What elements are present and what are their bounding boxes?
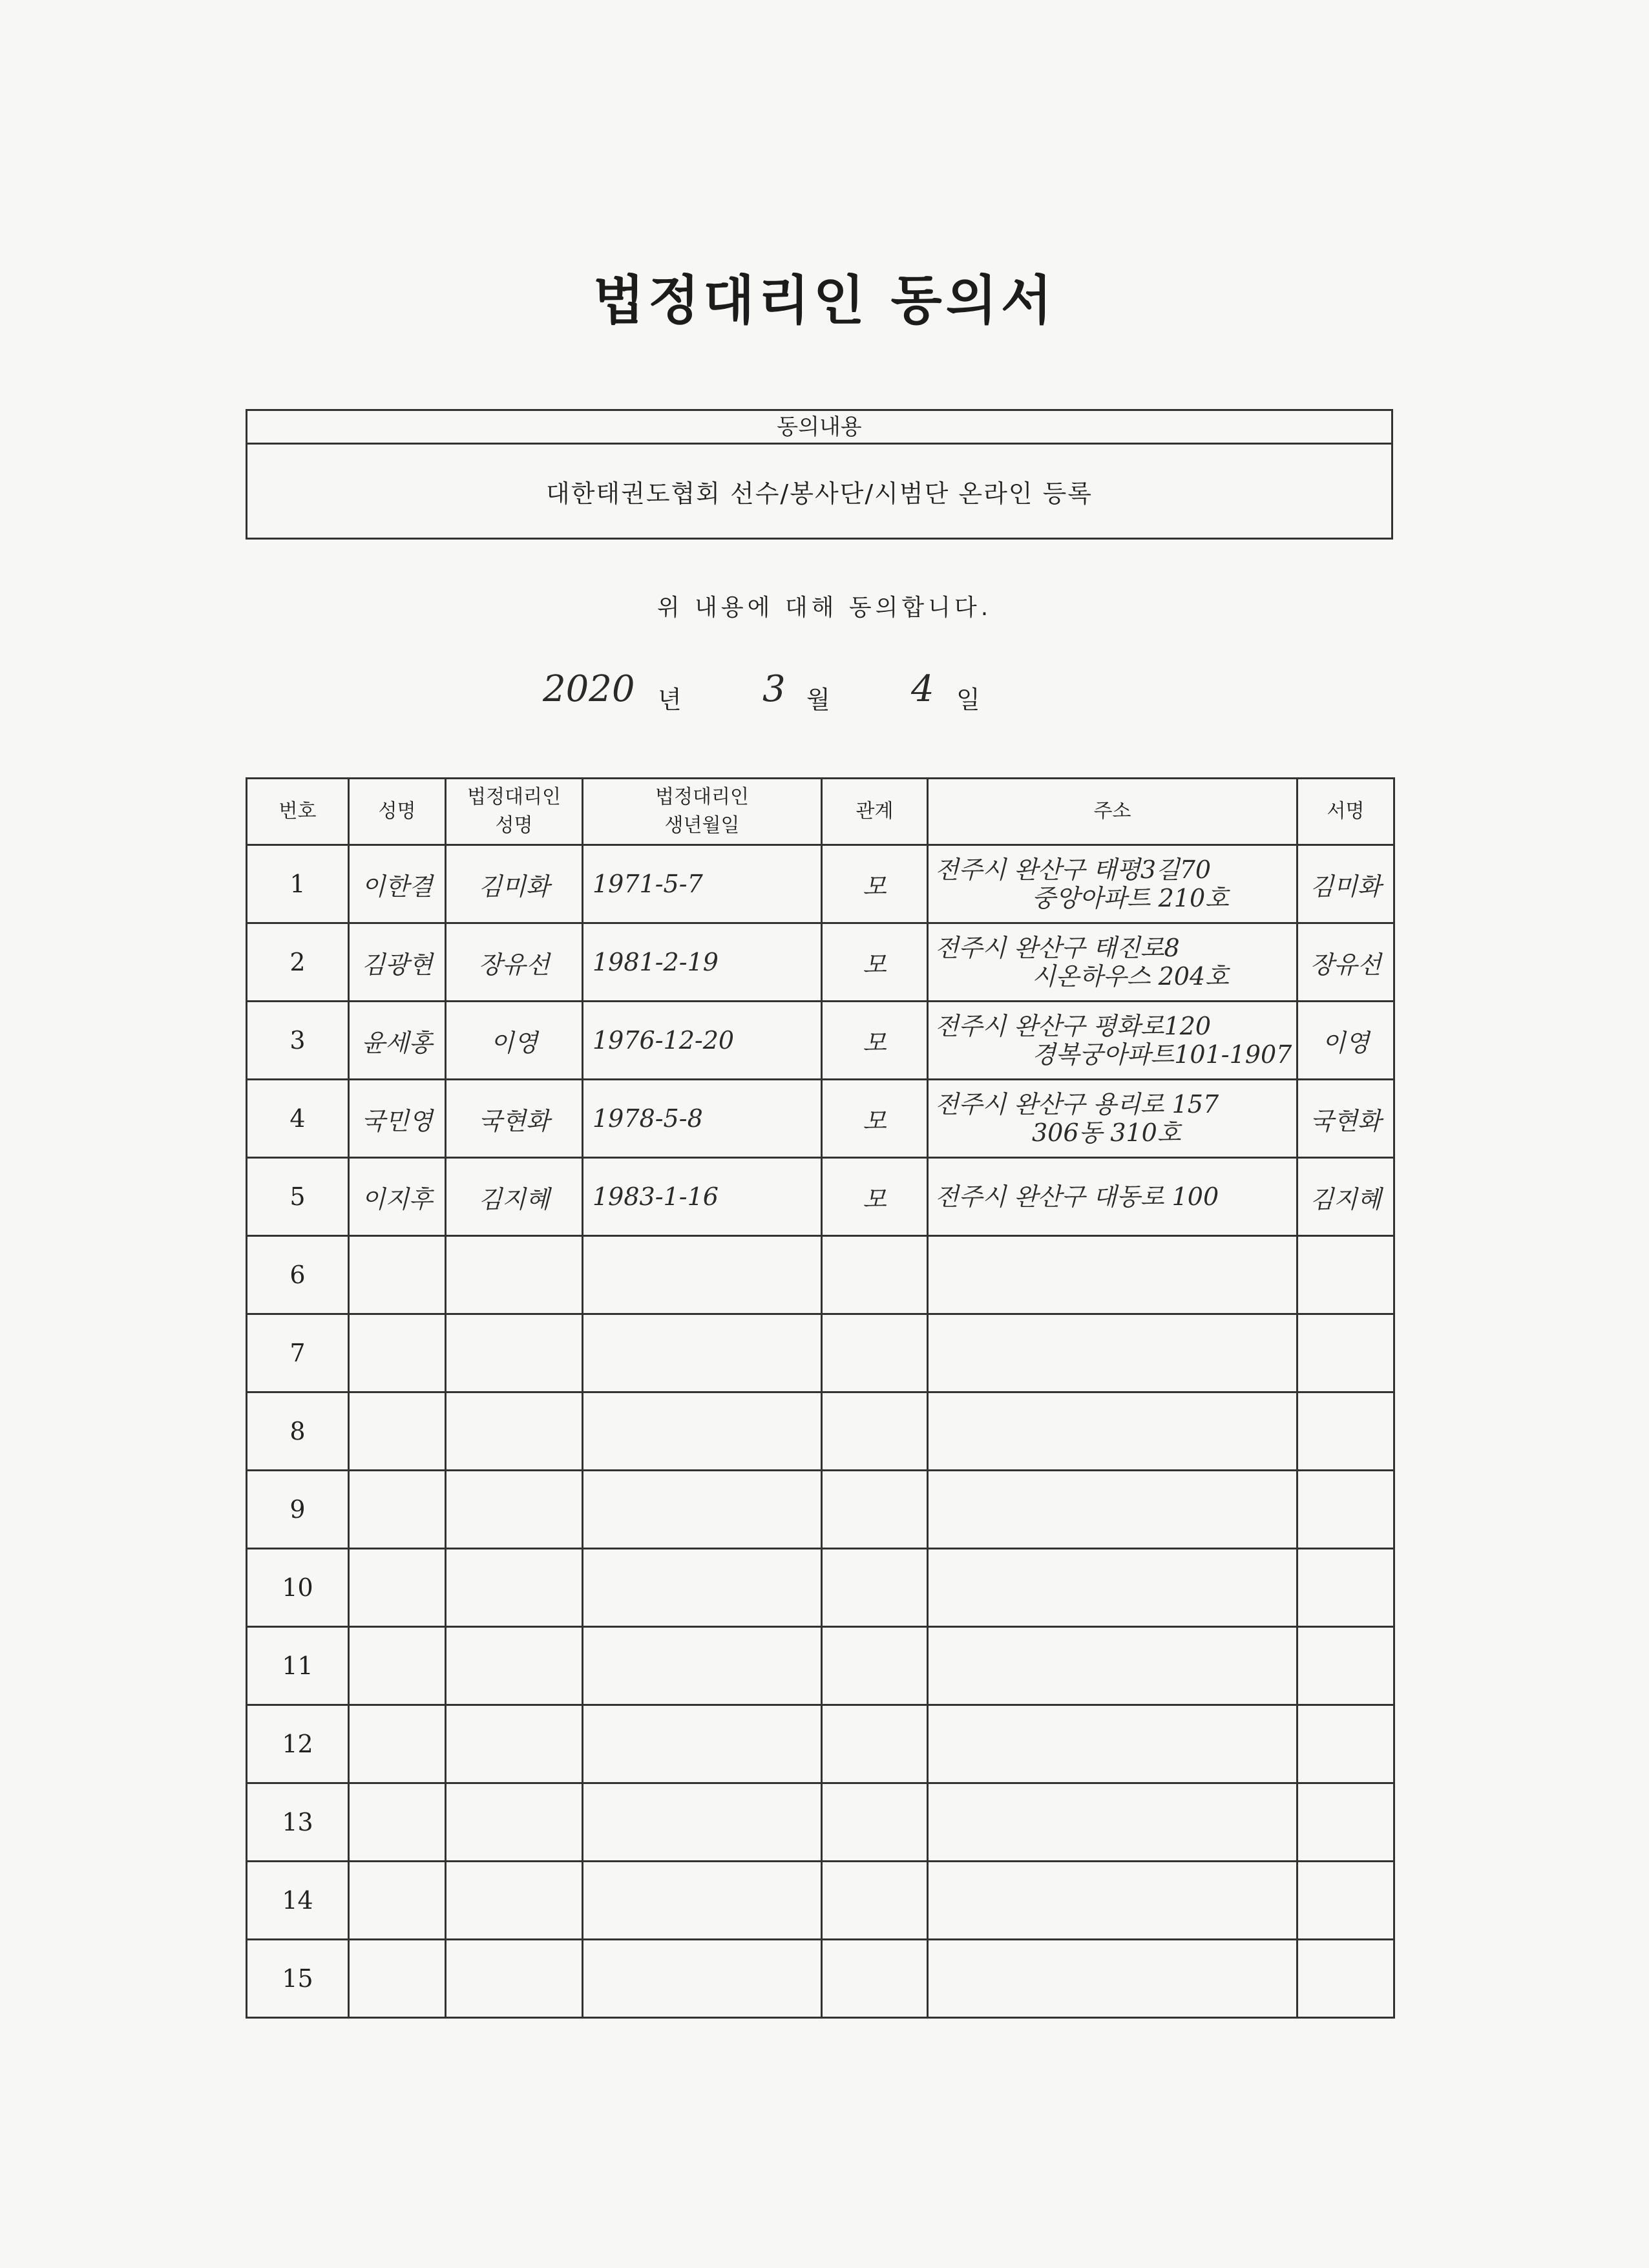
guardian-name: 이영 — [446, 1002, 583, 1080]
row-number: 4 — [247, 1080, 349, 1158]
student-name — [349, 1236, 446, 1314]
student-name — [349, 1392, 446, 1471]
relation: 모 — [822, 845, 928, 923]
relation — [822, 1471, 928, 1549]
guardian-birthdate: 1981-2-19 — [583, 923, 822, 1002]
address — [928, 923, 1297, 1002]
table-row — [247, 1783, 1394, 1862]
registration-table — [246, 777, 1395, 2019]
guardian-birthdate — [583, 1783, 822, 1862]
guardian-birthdate — [583, 1392, 822, 1471]
table-row — [247, 1158, 1394, 1236]
address — [928, 1549, 1297, 1627]
student-name — [349, 1940, 446, 2018]
date-month-label: 월 — [806, 686, 830, 714]
address — [928, 1236, 1297, 1314]
address — [928, 1627, 1297, 1705]
header-no: 번호 — [247, 779, 349, 845]
relation — [822, 1940, 928, 2018]
header-guardian-name-line1: 법정대리인 — [467, 786, 561, 808]
address-line1: 전주시 완산구 용리로 157 — [935, 1090, 1219, 1118]
relation — [822, 1705, 928, 1783]
address — [928, 1862, 1297, 1940]
header-signature: 서명 — [1297, 779, 1394, 845]
row-number: 12 — [247, 1705, 349, 1783]
student-name — [349, 1705, 446, 1783]
signature: 이영 — [1297, 1002, 1394, 1080]
guardian-name — [446, 1392, 583, 1471]
table-row — [247, 1236, 1394, 1314]
guardian-birthdate: 1983-1-16 — [583, 1158, 822, 1236]
row-number: 5 — [247, 1158, 349, 1236]
table-row — [247, 845, 1394, 923]
guardian-birthdate: 1978-5-8 — [583, 1080, 822, 1158]
relation — [822, 1392, 928, 1471]
header-guardian-birth — [583, 779, 822, 845]
date-month: 3 — [762, 668, 786, 710]
address — [928, 1080, 1297, 1158]
row-number: 8 — [247, 1392, 349, 1471]
student-name: 윤세홍 — [349, 1002, 446, 1080]
table-row — [247, 1549, 1394, 1627]
guardian-name: 국현화 — [446, 1080, 583, 1158]
table-row — [247, 1940, 1394, 2018]
row-number: 14 — [247, 1862, 349, 1940]
address — [928, 1314, 1297, 1392]
guardian-name — [446, 1940, 583, 2018]
signature — [1297, 1862, 1394, 1940]
guardian-name — [446, 1471, 583, 1549]
student-name — [349, 1862, 446, 1940]
relation: 모 — [822, 1158, 928, 1236]
table-row — [247, 1862, 1394, 1940]
signature — [1297, 1236, 1394, 1314]
guardian-name — [446, 1314, 583, 1392]
agree-statement: 위 내용에 대해 동의합니다. — [656, 594, 993, 621]
relation — [822, 1314, 928, 1392]
relation — [822, 1549, 928, 1627]
address — [928, 1158, 1297, 1236]
table-row — [247, 1314, 1394, 1392]
guardian-birthdate — [583, 1471, 822, 1549]
table-row — [247, 1080, 1394, 1158]
date-year-label: 년 — [658, 686, 682, 714]
guardian-name: 김미화 — [446, 845, 583, 923]
relation — [822, 1783, 928, 1862]
guardian-birthdate: 1971-5-7 — [583, 845, 822, 923]
header-relation: 관계 — [822, 779, 928, 845]
address-line1: 전주시 완산구 평화로120 — [935, 1012, 1212, 1040]
row-number: 9 — [247, 1471, 349, 1549]
address-line1: 전주시 완산구 태진로8 — [935, 934, 1180, 962]
header-guardian-birth-line1: 법정대리인 — [655, 786, 749, 808]
guardian-birthdate — [583, 1236, 822, 1314]
guardian-birthdate — [583, 1627, 822, 1705]
relation: 모 — [822, 1002, 928, 1080]
guardian-name — [446, 1862, 583, 1940]
header-guardian-name — [446, 779, 583, 845]
signature — [1297, 1471, 1394, 1549]
row-number: 6 — [247, 1236, 349, 1314]
address-line2: 경복궁아파트101-1907 — [1032, 1040, 1292, 1069]
row-number: 2 — [247, 923, 349, 1002]
address-line1: 전주시 완산구 대동로 100 — [935, 1182, 1219, 1211]
student-name — [349, 1471, 446, 1549]
row-number: 11 — [247, 1627, 349, 1705]
guardian-name — [446, 1783, 583, 1862]
header-address: 주소 — [928, 779, 1297, 845]
signature — [1297, 1940, 1394, 2018]
row-number: 10 — [247, 1549, 349, 1627]
address — [928, 1783, 1297, 1862]
signature — [1297, 1627, 1394, 1705]
address — [928, 1940, 1297, 2018]
relation — [822, 1862, 928, 1940]
student-name — [349, 1783, 446, 1862]
guardian-name — [446, 1549, 583, 1627]
address — [928, 1392, 1297, 1471]
relation — [822, 1627, 928, 1705]
guardian-name — [446, 1705, 583, 1783]
address-line1: 전주시 완산구 태평3길70 — [935, 856, 1212, 884]
table-row — [247, 1392, 1394, 1471]
address — [928, 845, 1297, 923]
page-title: 법정대리인 동의서 — [593, 269, 1056, 331]
signature — [1297, 1314, 1394, 1392]
student-name: 이지후 — [349, 1158, 446, 1236]
row-number: 3 — [247, 1002, 349, 1080]
row-number: 1 — [247, 845, 349, 923]
signature: 장유선 — [1297, 923, 1394, 1002]
guardian-name: 김지혜 — [446, 1158, 583, 1236]
student-name — [349, 1549, 446, 1627]
signature — [1297, 1392, 1394, 1471]
row-number: 13 — [247, 1783, 349, 1862]
row-number: 7 — [247, 1314, 349, 1392]
consent-text: 대한태권도협회 선수/봉사단/시범단 온라인 등록 — [545, 479, 1093, 508]
signature: 국현화 — [1297, 1080, 1394, 1158]
header-name: 성명 — [349, 779, 446, 845]
relation — [822, 1236, 928, 1314]
row-number: 15 — [247, 1940, 349, 2018]
table-row — [247, 1627, 1394, 1705]
relation: 모 — [822, 1080, 928, 1158]
guardian-birthdate — [583, 1862, 822, 1940]
address-line2: 306동 310호 — [1032, 1118, 1181, 1147]
date-year: 2020 — [543, 668, 635, 710]
signature: 김지혜 — [1297, 1158, 1394, 1236]
guardian-name — [446, 1236, 583, 1314]
signature — [1297, 1705, 1394, 1783]
student-name: 국민영 — [349, 1080, 446, 1158]
student-name — [349, 1314, 446, 1392]
header-guardian-birth-line2: 생년월일 — [664, 814, 740, 837]
header-guardian-name-line2: 성명 — [495, 814, 533, 837]
table-row — [247, 923, 1394, 1002]
address-line2: 시온하우스 204호 — [1032, 962, 1229, 991]
guardian-birthdate: 1976-12-20 — [583, 1002, 822, 1080]
guardian-name — [446, 1627, 583, 1705]
signature — [1297, 1783, 1394, 1862]
table-row — [247, 1705, 1394, 1783]
date-day-label: 일 — [956, 686, 980, 714]
signature — [1297, 1549, 1394, 1627]
consent-header: 동의내용 — [247, 411, 1391, 445]
table-header-row — [247, 779, 1394, 845]
guardian-birthdate — [583, 1549, 822, 1627]
table-row — [247, 1002, 1394, 1080]
address — [928, 1471, 1297, 1549]
student-name: 이한결 — [349, 845, 446, 923]
address — [928, 1705, 1297, 1783]
address-line2: 중앙아파트 210호 — [1032, 884, 1229, 912]
signature: 김미화 — [1297, 845, 1394, 923]
table-row — [247, 1471, 1394, 1549]
consent-box — [246, 409, 1393, 540]
guardian-name: 장유선 — [446, 923, 583, 1002]
student-name: 김광현 — [349, 923, 446, 1002]
guardian-birthdate — [583, 1940, 822, 2018]
guardian-birthdate — [583, 1314, 822, 1392]
address — [928, 1002, 1297, 1080]
date-day: 4 — [911, 668, 934, 710]
guardian-birthdate — [583, 1705, 822, 1783]
relation: 모 — [822, 923, 928, 1002]
student-name — [349, 1627, 446, 1705]
